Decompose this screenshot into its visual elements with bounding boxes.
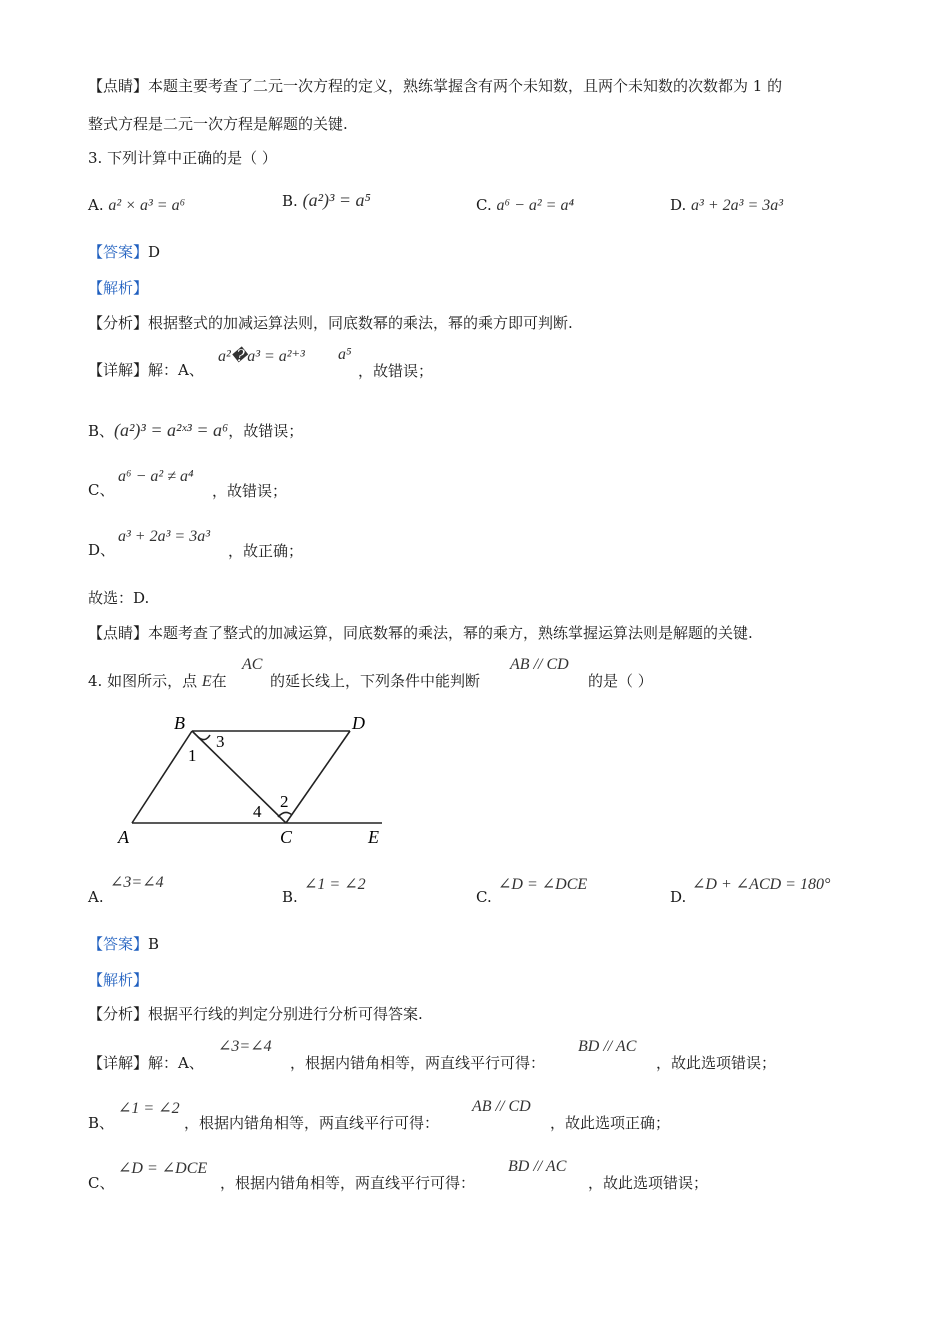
stem-point-e: E [201, 673, 212, 690]
angle-arc-1-3 [198, 735, 210, 740]
q4-detail-c-mid: ，根据内错角相等，两直线平行可得： [220, 1174, 476, 1192]
option-label: D. [670, 196, 687, 214]
stem-ac: AC [242, 656, 263, 673]
fenxi-tag: 【分析】 [88, 1005, 149, 1023]
detail-c-suffix: ，故错误； [212, 482, 288, 500]
q3-detail-d [88, 540, 115, 560]
detail-prefix: D、 [88, 541, 116, 559]
detail-expr: (a²)³ = a²ˣ³ = a⁶ [114, 420, 229, 440]
q4-detail-a-suffix: ，故此选项错误； [656, 1054, 777, 1072]
stem-abcd: AB // CD [510, 656, 569, 673]
fenxi-tag: 【分析】 [88, 314, 149, 332]
stem-mid1: 在 [211, 672, 227, 690]
tip-tag: 【点睛】 [88, 77, 149, 95]
q4-option-c-label: C. [476, 888, 492, 906]
stem-post: 的是（ ） [588, 672, 653, 690]
q3-option-c [476, 196, 574, 215]
fenxi-text: 根据整式的加减运算法则，同底数幂的乘法，幂的乘方即可判断. [148, 314, 573, 332]
stem-mid2: 的延长线上，下列条件中能判断 [270, 672, 481, 690]
q4-option-b-label: B. [282, 888, 298, 906]
tip-text: 本题考查了整式的加减运算，同底数幂的乘法，幂的乘方，熟练掌握运算法则是解题的关键. [148, 624, 753, 642]
segment-cd [286, 731, 350, 823]
label-angle-2: 2 [280, 792, 289, 811]
q3-detail-b [88, 420, 303, 441]
q4-stem-pre [88, 670, 227, 691]
q4-option-d-expr: ∠D + ∠ACD = 180° [692, 876, 831, 893]
label-a: A [118, 827, 129, 847]
label-e: E [368, 827, 379, 847]
q4-fenxi [88, 1004, 423, 1024]
q3-detail-a [88, 360, 204, 380]
q3-option-d [670, 196, 783, 215]
q4-answer [88, 934, 159, 954]
answer-value: B [148, 935, 160, 953]
q3-option-b [282, 190, 371, 211]
q4-detail-a-prefix [88, 1052, 204, 1073]
detail-intro: 解：A、 [148, 361, 204, 379]
q4-detail-a-expr: ∠3=∠4 [218, 1038, 272, 1055]
option-label: B. [282, 192, 298, 210]
q4-option-c-expr: ∠D = ∠DCE [498, 876, 588, 893]
label-b: B [174, 713, 185, 733]
q4-detail-a-mid: ，根据内错角相等，两直线平行可得： [290, 1054, 546, 1072]
q4-detail-c-expr2: BD // AC [508, 1158, 567, 1175]
q3-stem: 3. 下列计算中正确的是（ ） [88, 149, 277, 167]
q4-option-d-label: D. [670, 888, 687, 906]
option-expr: a⁶ − a² = a⁴ [496, 197, 575, 214]
q4-option-a-expr: ∠3=∠4 [110, 874, 164, 891]
option-label: C. [476, 196, 492, 214]
answer-value: D [148, 243, 161, 261]
stem-pre-text: 4. 如图所示，点 [88, 672, 198, 690]
detail-tag: 【详解】 [88, 1054, 149, 1072]
q4-detail-a-expr2: BD // AC [578, 1038, 637, 1055]
label-d: D [352, 713, 365, 733]
detail-suffix: ，故错误； [228, 422, 304, 440]
q4-detail-c-suffix: ，故此选项错误； [588, 1174, 709, 1192]
detail-a-suffix: ，故错误； [358, 362, 434, 380]
q4-detail-b-suffix: ，故此选项正确； [550, 1114, 671, 1132]
q3-detail-c [88, 480, 114, 500]
tip-line-1 [88, 76, 782, 96]
detail-a-expr: a²�a³ = a²⁺³ [218, 348, 305, 365]
tip-text: 本题主要考查了二元一次方程的定义，熟练掌握含有两个未知数，且两个未知数的次数都为 1 的 [148, 77, 783, 95]
q4-detail-b-mid: ，根据内错角相等，两直线平行可得： [184, 1114, 440, 1132]
q3-analysis-tag: 【解析】 [88, 279, 149, 297]
q4-analysis-tag: 【解析】 [88, 971, 149, 989]
detail-prefix: B、 [88, 422, 115, 440]
option-expr: a³ + 2a³ = 3a³ [691, 197, 784, 214]
segment-bc [192, 731, 286, 823]
q3-answer [88, 242, 160, 262]
label-angle-4: 4 [253, 802, 262, 821]
q3-option-a [88, 196, 185, 215]
option-expr: a² × a³ = a⁶ [108, 197, 186, 214]
q4-detail-b-expr: ∠1 = ∠2 [118, 1100, 180, 1117]
detail-c-expr: a⁶ − a² ≠ a⁴ [118, 468, 194, 485]
label-c: C [280, 827, 293, 847]
q4-option-b-expr: ∠1 = ∠2 [304, 876, 366, 893]
detail-prefix: C、 [88, 481, 115, 499]
tip-line-2: 整式方程是二元一次方程是解题的关键. [88, 115, 348, 133]
detail-a-expr2: a⁵ [338, 346, 352, 363]
option-expr: (a²)³ = a⁵ [302, 190, 371, 210]
q3-conclusion: 故选：D. [88, 589, 150, 607]
segment-ab [132, 731, 192, 823]
fenxi-text: 根据平行线的判定分别进行分析可得答案. [148, 1005, 423, 1023]
option-label: A. [88, 196, 104, 214]
geometry-figure [110, 705, 400, 855]
detail-d-expr: a³ + 2a³ = 3a³ [118, 528, 210, 545]
label-angle-3: 3 [216, 732, 225, 751]
q4-detail-c-expr: ∠D = ∠DCE [118, 1160, 208, 1177]
q4-detail-b-prefix: B、 [88, 1114, 115, 1132]
label-angle-1: 1 [188, 746, 197, 765]
answer-tag: 【答案】 [88, 935, 149, 953]
q3-tip [88, 623, 753, 643]
detail-d-suffix: ，故正确； [228, 542, 304, 560]
q3-fenxi [88, 313, 573, 333]
detail-prefix: 解：A、 [148, 1054, 204, 1072]
q4-detail-c-prefix: C、 [88, 1174, 115, 1192]
q4-option-a-label: A. [88, 888, 104, 906]
detail-tag: 【详解】 [88, 361, 149, 379]
tip-tag: 【点睛】 [88, 624, 149, 642]
answer-tag: 【答案】 [88, 243, 149, 261]
q4-detail-b-expr2: AB // CD [472, 1098, 531, 1115]
